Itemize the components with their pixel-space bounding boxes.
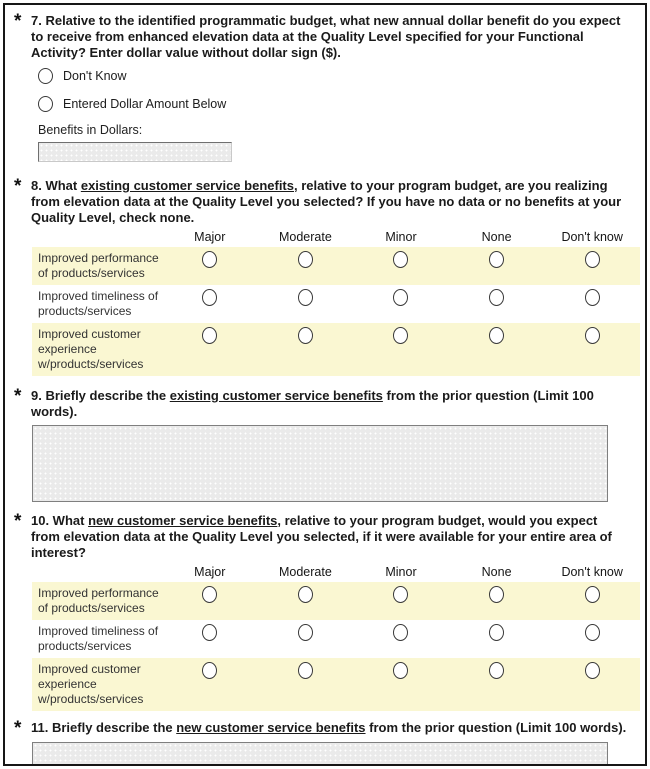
matrix-row-label: Improved timeliness of products/services [38, 624, 159, 653]
radio-moderate[interactable] [298, 586, 313, 603]
matrix-row-timeliness [32, 285, 640, 323]
radio-dont-know[interactable] [38, 68, 53, 84]
question-9-text-underlined: existing customer service benefits [169, 388, 383, 403]
question-9-text [31, 388, 635, 420]
radio-none[interactable] [489, 327, 504, 344]
question-10-text-prefix: 10. What [31, 513, 89, 528]
column-header-minor: Minor [385, 230, 417, 244]
matrix-header-row [32, 229, 640, 247]
matrix-row-customer-experience [32, 323, 640, 376]
column-header-dont-know: Don't know [561, 230, 623, 244]
benefits-in-dollars-label: Benefits in Dollars: [38, 123, 143, 137]
question-8-text-prefix: 8. What [31, 178, 81, 193]
survey-page [3, 3, 647, 766]
option-entered-dollar-amount[interactable] [38, 95, 635, 113]
radio-moderate[interactable] [298, 251, 313, 268]
radio-major[interactable] [202, 586, 217, 603]
question-7 [14, 13, 635, 61]
radio-dont-know[interactable] [585, 662, 600, 679]
radio-minor[interactable] [393, 662, 408, 679]
question-8-text-underlined: existing customer service benefits [80, 178, 294, 193]
radio-moderate[interactable] [298, 289, 313, 306]
radio-moderate[interactable] [298, 662, 313, 679]
q9-answer-textarea[interactable] [32, 425, 608, 502]
matrix-row-label: Improved performance of products/services [38, 251, 159, 280]
radio-entered-dollar-amount[interactable] [38, 96, 53, 112]
question-11-text-underlined: new customer service benefits [176, 720, 366, 735]
question-9-text-suffix: from the prior question (Limit 100 words). [31, 388, 594, 419]
required-asterisk: * [14, 386, 22, 407]
question-10 [14, 513, 635, 561]
question-10-text [31, 513, 635, 561]
matrix-row-label: Improved customer experience w/products/services [38, 662, 144, 706]
radio-none[interactable] [489, 586, 504, 603]
question-8-matrix [32, 229, 640, 376]
radio-dont-know[interactable] [585, 251, 600, 268]
question-10-text-suffix: , relative to your program budget, would you expect from elevation data at the Quality Level you selected, if it were available for your entire area of interest? [31, 513, 612, 560]
radio-dont-know[interactable] [585, 586, 600, 603]
radio-dont-know[interactable] [585, 327, 600, 344]
question-8-text [31, 178, 635, 226]
option-dont-know-label: Don't Know [63, 69, 127, 83]
radio-minor[interactable] [393, 327, 408, 344]
column-header-moderate: Moderate [278, 565, 332, 579]
radio-none[interactable] [489, 289, 504, 306]
required-asterisk: * [14, 718, 22, 739]
radio-minor[interactable] [393, 289, 408, 306]
question-9-text-prefix: 9. Briefly describe the [31, 388, 170, 403]
question-7-text-body: 7. Relative to the identified programmatic budget, what new annual dollar benefit do you expect to receive from enhanced elevation data at the Quality Level specified for your Functional Activity? Enter dollar value without dollar sign ($). [31, 13, 621, 60]
matrix-row-label: Improved timeliness of products/services [38, 289, 159, 318]
radio-major[interactable] [202, 662, 217, 679]
question-10-matrix [32, 564, 640, 711]
question-7-text [31, 13, 635, 61]
column-header-none: None [481, 230, 512, 244]
radio-none[interactable] [489, 662, 504, 679]
required-asterisk: * [14, 176, 22, 197]
radio-minor[interactable] [393, 586, 408, 603]
radio-minor[interactable] [393, 251, 408, 268]
column-header-major: Major [194, 565, 226, 579]
radio-moderate[interactable] [298, 624, 313, 641]
question-8 [14, 178, 635, 226]
column-header-none: None [481, 565, 512, 579]
question-11 [14, 720, 635, 737]
radio-none[interactable] [489, 251, 504, 268]
radio-dont-know[interactable] [585, 624, 600, 641]
question-8-text-suffix: , relative to your program budget, are you realizing from elevation data at the Quality Level you selected? If you have no data or no benefits at your Quality Level, check none. [31, 178, 622, 225]
radio-dont-know[interactable] [585, 289, 600, 306]
matrix-row-label: Improved performance of products/services [38, 586, 159, 615]
radio-major[interactable] [202, 251, 217, 268]
benefits-in-dollars-input[interactable] [38, 142, 232, 162]
matrix-row-customer-experience [32, 658, 640, 711]
radio-none[interactable] [489, 624, 504, 641]
question-7-options [38, 67, 635, 113]
radio-moderate[interactable] [298, 327, 313, 344]
radio-major[interactable] [202, 289, 217, 306]
column-header-minor: Minor [385, 565, 417, 579]
matrix-header-row [32, 564, 640, 582]
q11-answer-textarea[interactable] [32, 742, 608, 766]
required-asterisk: * [14, 511, 22, 532]
column-header-major: Major [194, 230, 226, 244]
question-11-text-prefix: 11. Briefly describe the [31, 720, 177, 735]
radio-minor[interactable] [393, 624, 408, 641]
matrix-row-performance [32, 247, 640, 285]
matrix-row-label: Improved customer experience w/products/services [38, 327, 144, 371]
option-entered-dollar-amount-label: Entered Dollar Amount Below [63, 97, 227, 111]
matrix-row-timeliness [32, 620, 640, 658]
column-header-dont-know: Don't know [561, 565, 623, 579]
radio-major[interactable] [202, 327, 217, 344]
matrix-row-performance [32, 582, 640, 620]
question-11-text-suffix: from the prior question (Limit 100 words). [365, 720, 627, 735]
question-9 [14, 388, 635, 420]
question-10-text-underlined: new customer service benefits [88, 513, 278, 528]
required-asterisk: * [14, 11, 22, 32]
option-dont-know[interactable] [38, 67, 635, 85]
question-11-text [31, 720, 632, 737]
column-header-moderate: Moderate [278, 230, 332, 244]
radio-major[interactable] [202, 624, 217, 641]
